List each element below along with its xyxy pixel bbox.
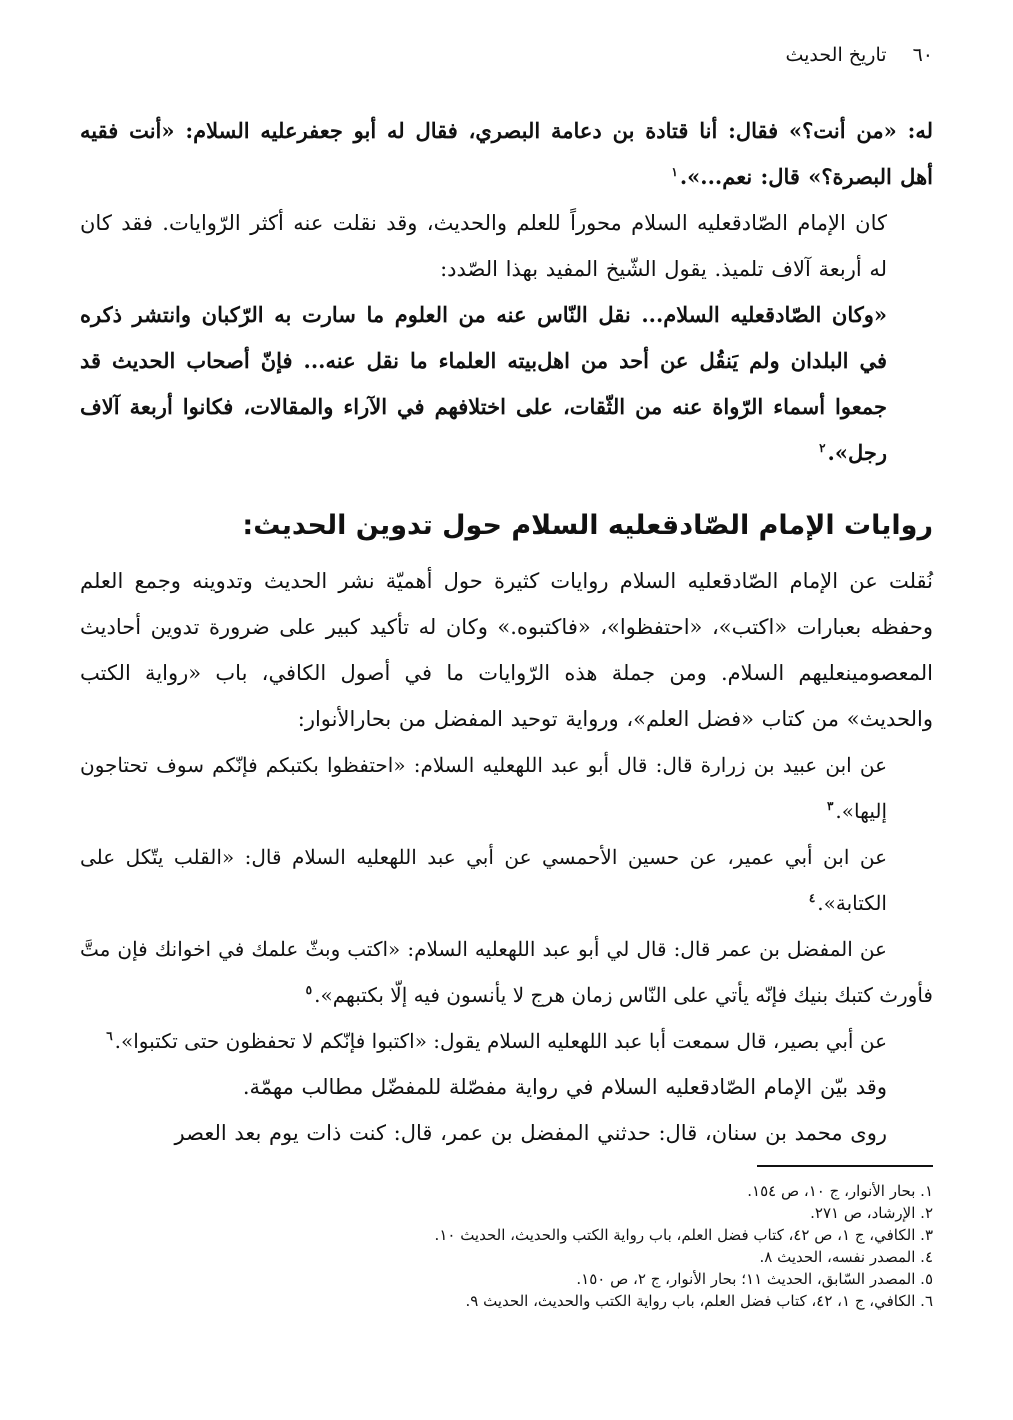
footnote-ref: ٦ — [106, 1029, 113, 1044]
section-heading: روايات الإمام الصّادقعليه السلام حول تدوين الحديث: — [242, 510, 933, 541]
footnote-item: ٣. الكافي، ج ١، ص ٤٢، كتاب فضل العلم، باب رواية الكتب والحديث، الحديث ١٠. — [434, 1226, 933, 1244]
closing-continuation: روى محمد بن سنان، قال: حدثني المفضل بن عمر، قال: كنت ذات يوم بعد العصر — [174, 1121, 887, 1145]
footnote-ref: ٣ — [826, 799, 834, 814]
quote-mufid — [80, 292, 933, 476]
footnote-item: ١. بحار الأنوار، ج ١٠، ص ١٥٤. — [747, 1182, 933, 1200]
hadith-text: عن ابن أبي عمير، عن حسين الأحمسي عن أبي عبد اللهعليه السلام قال: «القلب يتّكل على الكتابة». — [80, 845, 887, 915]
footnote-item: ٥. المصدر السّابق، الحديث ١١؛ بحار الأنوار، ج ٢، ص ١٥٠. — [576, 1270, 933, 1288]
hadith-text: عن ابن عبيد بن زرارة قال: قال أبو عبد اللهعليه السلام: «احتفظوا بكتبكم فإنّكم سوف تحتاجون إليها». — [80, 753, 887, 823]
footnote-item: ٤. المصدر نفسه، الحديث ٨. — [759, 1248, 933, 1266]
quote-text: «وكان الصّادقعليه السلام... نقل النّاس عنه من العلوم ما سارت به الرّكبان وانتشر ذكره في البلدان ولم يَنقُل عن أحد من اهل‌بيته العلماء ما نقل عنه... فإنّ أصحاب الحديث قد جمعوا أسماء الرّواة عنه من الثّقات، على اختلافهم في الآراء والمقالات، فكانوا أربعة آلاف رجل». — [80, 302, 887, 465]
footnote-ref: ٥ — [305, 983, 313, 998]
paragraph-qatada — [80, 108, 933, 200]
footnote-ref: ٤ — [808, 891, 816, 906]
book-page — [80, 0, 933, 1420]
section-intro: نُقلت عن الإمام الصّادقعليه السلام روايات كثيرة حول أهميّة نشر الحديث وتدوينه وجمع العلم وحفظه بعبارات «اكتب»، «احتفظوا»، «فاكتبوه.» وكان له تأكيد كبير على ضرورة تدوين أحاديث المعصومينعليهم السلام. ومن جملة هذه الرّوايات ما في أصول الكافي، باب «رواية الكتب والحديث» من كتاب «فضل العلم»، ورواية توحيد المفضل من بحارالأنوار: — [80, 569, 933, 731]
closing-sentence: وقد بيّن الإمام الصّادقعليه السلام في رواية مفصّلة للمفضّل مطالب مهمّة. — [242, 1075, 887, 1099]
footnotes-list — [80, 1180, 933, 1312]
hadith-4 — [80, 1018, 933, 1064]
footnote-item: ٢. الإرشاد، ص ٢٧١. — [810, 1204, 933, 1222]
hadith-text: عن المفضل بن عمر قال: قال لي أبو عبد اللهعليه السلام: «اكتب وبثّ علمك في اخوانك فإن متَّ فأورث كتبك بنيك فإنّه يأتي على النّاس زمان هرج لا يأنسون فيه إلّا بكتبهم». — [80, 937, 933, 1007]
footnote-separator — [757, 1165, 933, 1167]
footnote-item: ٦. الكافي، ج ١، ٤٢، كتاب فضل العلم، باب رواية الكتب والحديث، الحديث ٩. — [465, 1292, 933, 1310]
hadith-3 — [80, 926, 933, 1018]
footnote-ref: ٢ — [819, 441, 826, 455]
paragraph-text: له: «من أنت؟» فقال: أنا قتادة بن دعامة البصري، فقال له أبو جعفرعليه السلام: «أنت فقيه أهل البصرة؟» قال: نعم...». — [80, 118, 933, 189]
footnote-ref: ١ — [671, 165, 678, 179]
page-number: ٦٠ — [912, 44, 933, 66]
paragraph-imam-sadiq: كان الإمام الصّادقعليه السلام محوراً للعلم والحديث، وقد نقلت عنه أكثر الرّوايات. فقد كان له أربعة آلاف تلميذ. يقول الشّيخ المفيد بهذا الصّدد: — [80, 211, 887, 281]
running-header — [785, 40, 933, 70]
body-text — [80, 108, 933, 1156]
hadith-2 — [80, 834, 933, 926]
hadith-text: عن أبي بصير، قال سمعت أبا عبد اللهعليه السلام يقول: «اكتبوا فإنّكم لا تحفظون حتى تكتبوا». — [114, 1029, 887, 1053]
hadith-1 — [80, 742, 933, 834]
running-title: تاريخ الحديث — [785, 44, 887, 66]
